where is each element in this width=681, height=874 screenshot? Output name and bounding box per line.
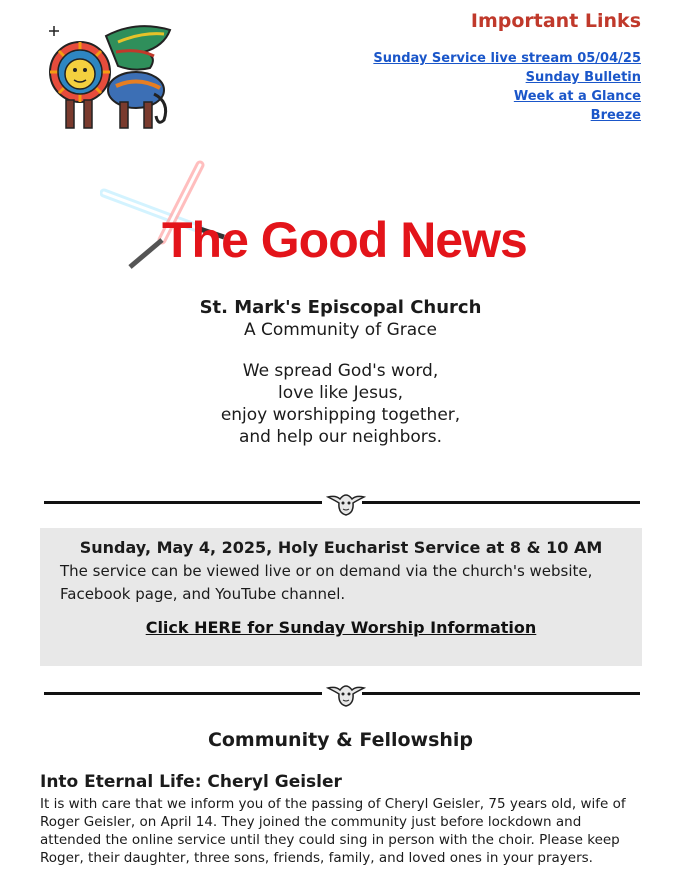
important-links-title: Important Links xyxy=(470,10,641,32)
divider-line xyxy=(44,501,322,504)
service-title: Sunday, May 4, 2025, Holy Eucharist Service at 8 & 10 AM xyxy=(79,538,603,557)
mission-statement xyxy=(0,360,681,448)
mission-line: love like Jesus, xyxy=(278,383,403,403)
divider-line xyxy=(362,692,640,695)
community-section-title: Community & Fellowship xyxy=(207,729,474,751)
article-body: It is with care that we inform you of the passing of Cheryl Geisler, 75 years old, wife of Roger Geisler, on April 14. They joined the community just before lockdown and attended the online service until they could sing in person with the choir. Please keep Roger, their daughter, three sons, friends, family, and loved ones in your prayers. xyxy=(40,796,626,866)
divider-line xyxy=(44,692,322,695)
article-title: Into Eternal Life: Cheryl Geisler xyxy=(40,772,342,792)
section-divider xyxy=(44,487,640,517)
link-week-at-a-glance[interactable]: Week at a Glance xyxy=(513,89,641,104)
worship-info-link[interactable]: Click HERE for Sunday Worship Information xyxy=(145,618,537,637)
yoda-icon xyxy=(326,487,366,517)
church-motto: A Community of Grace xyxy=(243,320,437,340)
mission-line: and help our neighbors. xyxy=(238,427,443,447)
church-logo-lion xyxy=(46,16,174,132)
divider-line xyxy=(362,501,640,504)
service-info-box xyxy=(40,528,642,666)
link-breeze[interactable]: Breeze xyxy=(590,108,641,123)
section-divider xyxy=(44,678,640,708)
yoda-icon xyxy=(326,678,366,708)
newsletter-masthead xyxy=(100,155,590,280)
newsletter-title: The Good News xyxy=(162,212,527,268)
link-live-stream[interactable]: Sunday Service live stream 05/04/25 xyxy=(373,51,641,66)
important-links xyxy=(373,10,641,125)
church-name: St. Mark's Episcopal Church xyxy=(199,297,482,318)
link-sunday-bulletin[interactable]: Sunday Bulletin xyxy=(525,70,641,85)
mission-line: We spread God's word, xyxy=(242,361,439,381)
service-description: The service can be viewed live or on demand via the church's website, Facebook page, and YouTube channel. xyxy=(60,562,593,603)
mission-line: enjoy worshipping together, xyxy=(220,405,461,425)
